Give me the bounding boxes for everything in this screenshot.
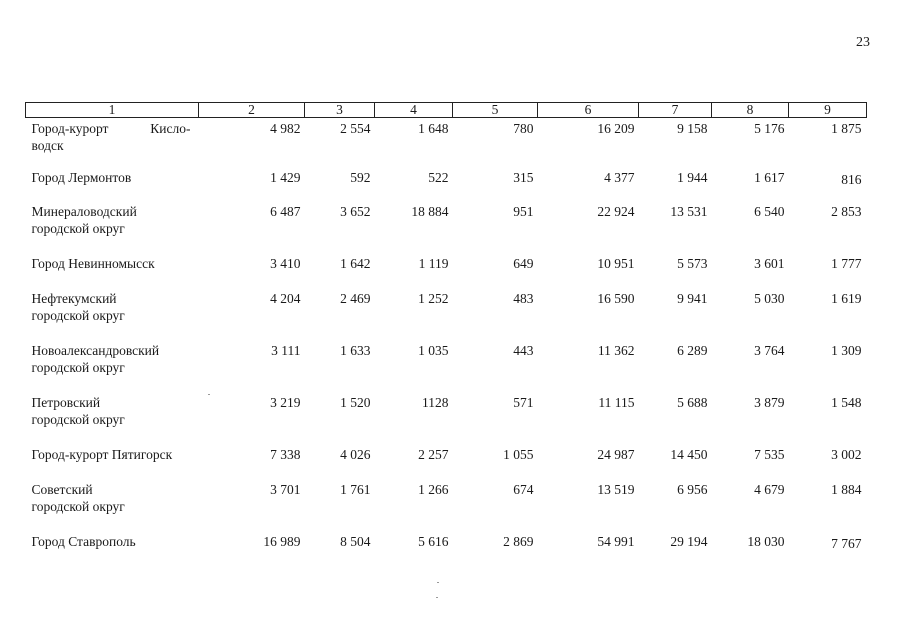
table-cell: 6 487 xyxy=(270,203,301,219)
table-row xyxy=(26,481,867,533)
table-row xyxy=(26,290,867,342)
table-cell: 571 xyxy=(513,394,534,410)
table-cell: 10 951 xyxy=(597,255,635,271)
table-cell: 3 879 xyxy=(754,394,785,410)
scan-speck xyxy=(208,394,210,395)
scan-speck xyxy=(437,582,439,583)
table-cell: 2 469 xyxy=(340,290,371,306)
table-cell: 16 989 xyxy=(263,533,301,549)
table-row xyxy=(26,255,867,290)
table-cell: 13 519 xyxy=(597,481,635,497)
table-cell: 7 535 xyxy=(754,446,785,462)
table-cell: 9 941 xyxy=(677,290,708,306)
table-cell: 592 xyxy=(350,169,371,185)
table-cell: 1 617 xyxy=(754,169,785,185)
table-cell: 4 982 xyxy=(270,121,301,136)
table-row xyxy=(26,394,867,446)
table-cell: 1 520 xyxy=(340,394,371,410)
table-cell: 16 590 xyxy=(597,290,635,306)
table-cell: 5 688 xyxy=(677,394,708,410)
table-cell: 1 035 xyxy=(418,342,449,358)
table-cell: 443 xyxy=(513,342,534,358)
table-cell: 1 309 xyxy=(831,342,862,358)
table-cell: 8 504 xyxy=(340,533,371,549)
table-row xyxy=(26,203,867,255)
table-cell: 522 xyxy=(428,169,449,185)
table-cell: 3 002 xyxy=(831,446,862,462)
table-cell: 2 554 xyxy=(340,121,371,136)
table-row xyxy=(26,342,867,394)
table-cell: 1 884 xyxy=(831,481,862,497)
table-cell: 5 030 xyxy=(754,290,785,306)
table-cell: 6 289 xyxy=(677,342,708,358)
table-cell: 13 531 xyxy=(670,203,708,219)
table-cell: 14 450 xyxy=(670,446,708,462)
column-header-8: 8 xyxy=(712,103,789,118)
table-cell: 2 869 xyxy=(503,533,534,549)
table-cell: 11 362 xyxy=(597,342,635,358)
table-cell: 1 761 xyxy=(340,481,371,497)
table-cell: 16 209 xyxy=(597,121,635,136)
scan-speck xyxy=(436,597,438,598)
table-cell: 816 xyxy=(841,171,862,187)
table-cell: 3 410 xyxy=(270,255,301,271)
column-header-3: 3 xyxy=(305,103,375,118)
table-cell: 1 548 xyxy=(831,394,862,410)
table-cell: 674 xyxy=(513,481,534,497)
page-number: 23 xyxy=(856,35,870,50)
table-cell: 4 026 xyxy=(340,446,371,462)
municipality-name: Советский городской округ xyxy=(31,481,125,514)
table-cell: 315 xyxy=(513,169,534,185)
municipality-name: Город Ставрополь xyxy=(31,533,136,549)
column-header-6: 6 xyxy=(538,103,639,118)
municipality-name: Петровский городской округ xyxy=(31,394,125,427)
table-cell: 4 679 xyxy=(754,481,785,497)
table-cell: 3 652 xyxy=(340,203,371,219)
column-header-5: 5 xyxy=(453,103,538,118)
table-row xyxy=(26,533,867,563)
column-header-4: 4 xyxy=(375,103,453,118)
table-cell: 1 266 xyxy=(418,481,449,497)
table-cell: 3 219 xyxy=(270,394,301,410)
table-cell: 5 176 xyxy=(754,121,785,136)
table-cell: 29 194 xyxy=(670,533,708,549)
table-row xyxy=(26,118,867,169)
table-cell: 6 540 xyxy=(754,203,785,219)
table-row xyxy=(26,446,867,481)
table-cell: 5 616 xyxy=(418,533,449,549)
table-cell: 2 853 xyxy=(831,203,862,219)
table-cell: 780 xyxy=(513,121,534,136)
table-cell: 11 115 xyxy=(598,394,635,410)
table-cell: 18 884 xyxy=(411,203,449,219)
table-cell: 4 377 xyxy=(604,169,635,185)
table-cell: 3 111 xyxy=(271,342,301,358)
statistics-table xyxy=(25,102,867,563)
table-cell: 3 701 xyxy=(270,481,301,497)
table-cell: 7 338 xyxy=(270,446,301,462)
table-cell: 1 633 xyxy=(340,342,371,358)
table-cell: 22 924 xyxy=(597,203,635,219)
municipality-name: Новоалександровский городской округ xyxy=(31,342,160,375)
table-cell: 1 875 xyxy=(831,121,862,136)
municipality-name: Город Невинномысск xyxy=(31,255,155,271)
municipality-name: Минераловодский городской округ xyxy=(31,203,137,236)
column-header-2: 2 xyxy=(199,103,305,118)
table-cell: 1 648 xyxy=(418,121,449,136)
header-row xyxy=(26,103,867,118)
column-header-7: 7 xyxy=(639,103,712,118)
table-cell: 1 642 xyxy=(340,255,371,271)
table-cell: 4 204 xyxy=(270,290,301,306)
table-cell: 7 767 xyxy=(831,535,862,551)
table-cell: 1 429 xyxy=(270,169,301,185)
table-cell: 9 158 xyxy=(677,121,708,136)
table-cell: 1 944 xyxy=(677,169,708,185)
table-cell: 1 119 xyxy=(418,255,449,271)
table-row xyxy=(26,169,867,203)
table-cell: 483 xyxy=(513,290,534,306)
table-cell: 1 252 xyxy=(418,290,449,306)
table-cell: 1128 xyxy=(422,394,449,410)
municipality-name: Город-курорт Кисло- водск xyxy=(31,121,191,153)
municipality-name: Город-курорт Пятигорск xyxy=(31,446,173,462)
table-cell: 24 987 xyxy=(597,446,635,462)
table-cell: 1 055 xyxy=(503,446,534,462)
table-cell: 18 030 xyxy=(747,533,785,549)
column-header-9: 9 xyxy=(789,103,867,118)
table-cell: 649 xyxy=(513,255,534,271)
table-cell: 1 619 xyxy=(831,290,862,306)
table-cell: 54 991 xyxy=(597,533,635,549)
table-cell: 6 956 xyxy=(677,481,708,497)
table-cell: 5 573 xyxy=(677,255,708,271)
column-header-1: 1 xyxy=(26,103,199,118)
table-cell: 951 xyxy=(513,203,534,219)
municipality-name: Нефтекумский городской округ xyxy=(31,290,125,323)
table-cell: 3 601 xyxy=(754,255,785,271)
table-cell: 2 257 xyxy=(418,446,449,462)
table-cell: 3 764 xyxy=(754,342,785,358)
table-cell: 1 777 xyxy=(831,255,862,271)
municipality-name: Город Лермонтов xyxy=(31,169,132,185)
